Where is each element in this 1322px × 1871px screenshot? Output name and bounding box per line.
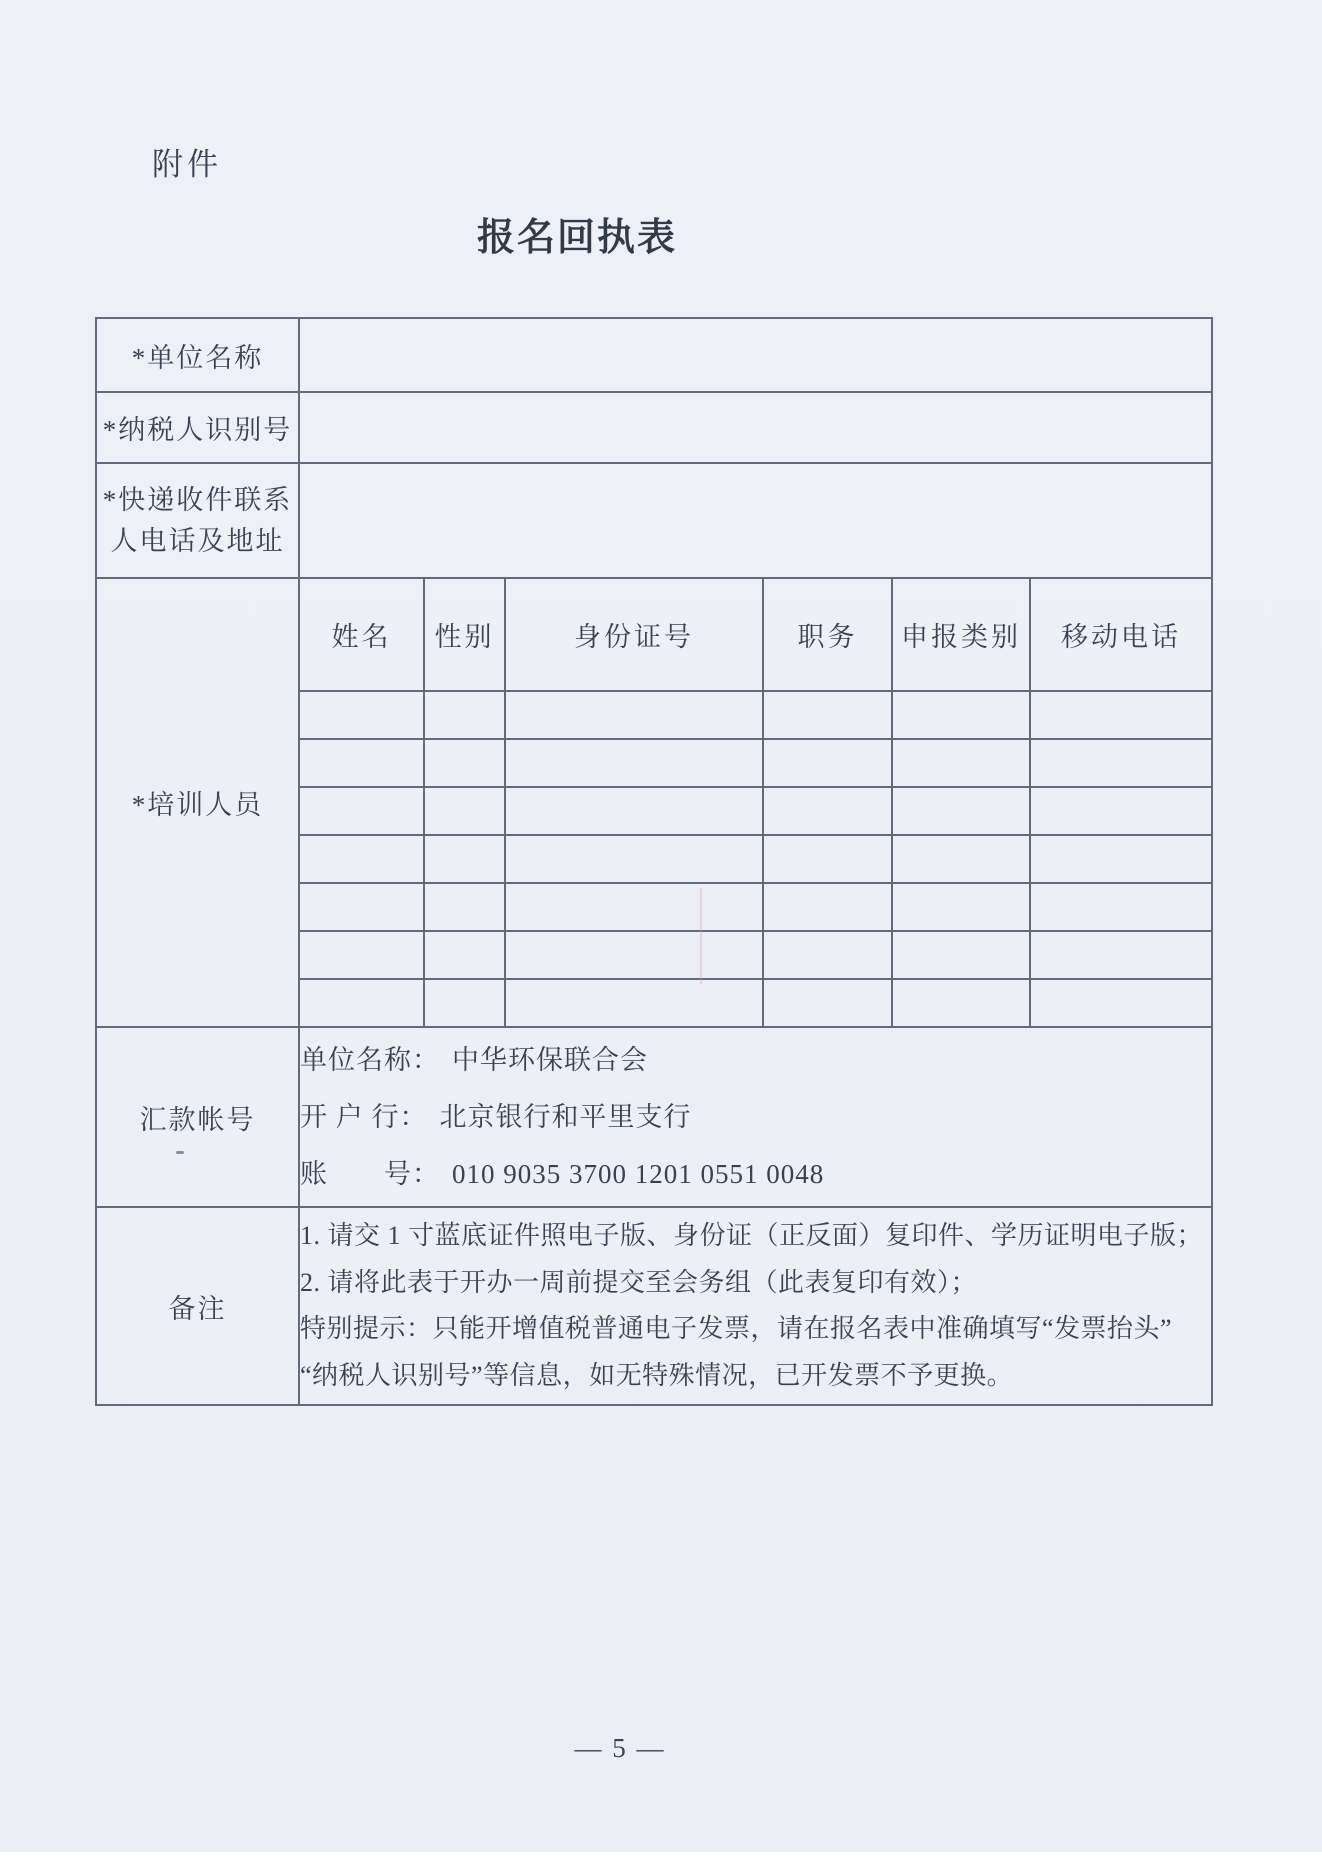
personnel-cell	[505, 883, 763, 931]
personnel-cell	[763, 979, 892, 1027]
remittance-bank-line	[300, 1089, 1211, 1146]
personnel-header-category: 申报类别	[892, 578, 1030, 691]
scan-artifact-dot	[176, 1151, 184, 1154]
personnel-cell	[1030, 691, 1212, 739]
remarks-line-2: 2. 请将此表于开办一周前提交至会务组（此表复印有效）；	[300, 1267, 978, 1297]
personnel-cell	[892, 739, 1030, 787]
personnel-cell	[892, 883, 1030, 931]
personnel-cell	[424, 787, 505, 835]
personnel-cell	[1030, 739, 1212, 787]
page-number: — 5 —	[574, 1733, 666, 1763]
row-taxpayer-id	[96, 392, 1212, 463]
personnel-cell	[892, 835, 1030, 883]
personnel-header-mobile: 移动电话	[1030, 578, 1212, 691]
personnel-cell	[505, 691, 763, 739]
remarks-label: 备注	[96, 1207, 299, 1405]
personnel-cell	[424, 883, 505, 931]
personnel-header-id-number: 身份证号	[505, 578, 763, 691]
row-personnel-header	[96, 578, 1212, 691]
registration-form-table	[95, 317, 1213, 1406]
row-unit-name	[96, 318, 1212, 392]
personnel-cell	[505, 931, 763, 979]
row-remarks	[96, 1207, 1212, 1405]
remittance-unit-label: 单位名称：	[300, 1044, 440, 1075]
remarks-content-cell	[299, 1207, 1212, 1405]
remarks-line-3: 特别提示：只能开增值税普通电子发票，请在报名表中准确填写“发票抬头”	[300, 1314, 1173, 1343]
personnel-cell	[424, 931, 505, 979]
personnel-header-name: 姓名	[299, 578, 424, 691]
attachment-label: 附件	[152, 147, 222, 182]
remittance-unit-value: 中华环保联合会	[452, 1044, 648, 1075]
personnel-cell	[763, 931, 892, 979]
personnel-cell	[1030, 883, 1212, 931]
taxpayer-id-value-cell	[299, 392, 1212, 463]
courier-contact-label-line2: 人电话及地址	[110, 525, 285, 556]
personnel-header-position: 职务	[763, 578, 892, 691]
remittance-unit-line	[300, 1032, 1211, 1089]
personnel-cell	[763, 787, 892, 835]
remarks-line-4: “纳税人识别号”等信息，如无特殊情况，已开发票不予更换。	[300, 1360, 1014, 1390]
personnel-cell	[424, 979, 505, 1027]
personnel-cell	[892, 787, 1030, 835]
personnel-cell	[424, 691, 505, 739]
remittance-bank-value: 北京银行和平里支行	[439, 1101, 692, 1132]
personnel-cell	[763, 835, 892, 883]
remittance-account-label: 账 号：	[300, 1158, 440, 1189]
personnel-cell	[299, 979, 424, 1027]
personnel-cell	[1030, 835, 1212, 883]
personnel-cell	[505, 739, 763, 787]
courier-contact-label-line1: *快递收件联系	[102, 485, 293, 515]
personnel-cell	[424, 739, 505, 787]
personnel-cell	[1030, 979, 1212, 1027]
remittance-account-number: 010 9035 3700 1201 0551 0048	[452, 1158, 825, 1189]
scan-artifact-line	[700, 888, 702, 984]
row-courier-contact	[96, 463, 1212, 578]
unit-name-label: *单位名称	[96, 318, 299, 392]
personnel-cell	[763, 883, 892, 931]
remarks-line-1: 1. 请交 1 寸蓝底证件照电子版、身份证（正反面）复印件、学历证明电子版；	[300, 1221, 1204, 1250]
personnel-cell	[763, 691, 892, 739]
personnel-cell	[1030, 931, 1212, 979]
courier-contact-label	[96, 463, 299, 578]
personnel-cell	[299, 739, 424, 787]
personnel-cell	[1030, 787, 1212, 835]
personnel-cell	[424, 835, 505, 883]
courier-contact-value-cell	[299, 463, 1212, 578]
page-title: 报名回执表	[477, 217, 678, 259]
personnel-cell	[505, 787, 763, 835]
personnel-cell	[505, 979, 763, 1027]
personnel-cell	[892, 931, 1030, 979]
trainees-label: *培训人员	[96, 578, 299, 1027]
personnel-cell	[299, 691, 424, 739]
personnel-cell	[892, 979, 1030, 1027]
row-remittance	[96, 1027, 1212, 1207]
remittance-details-cell	[299, 1027, 1212, 1207]
unit-name-value-cell	[299, 318, 1212, 392]
remittance-account-line	[300, 1146, 1211, 1203]
personnel-cell	[299, 835, 424, 883]
remittance-label: 汇款帐号	[96, 1027, 299, 1207]
personnel-cell	[763, 739, 892, 787]
personnel-cell	[505, 835, 763, 883]
personnel-header-gender: 性别	[424, 578, 505, 691]
taxpayer-id-label: *纳税人识别号	[96, 392, 299, 463]
personnel-cell	[299, 931, 424, 979]
personnel-cell	[892, 691, 1030, 739]
remittance-bank-label: 开 户 行：	[300, 1101, 428, 1132]
personnel-cell	[299, 787, 424, 835]
personnel-cell	[299, 883, 424, 931]
